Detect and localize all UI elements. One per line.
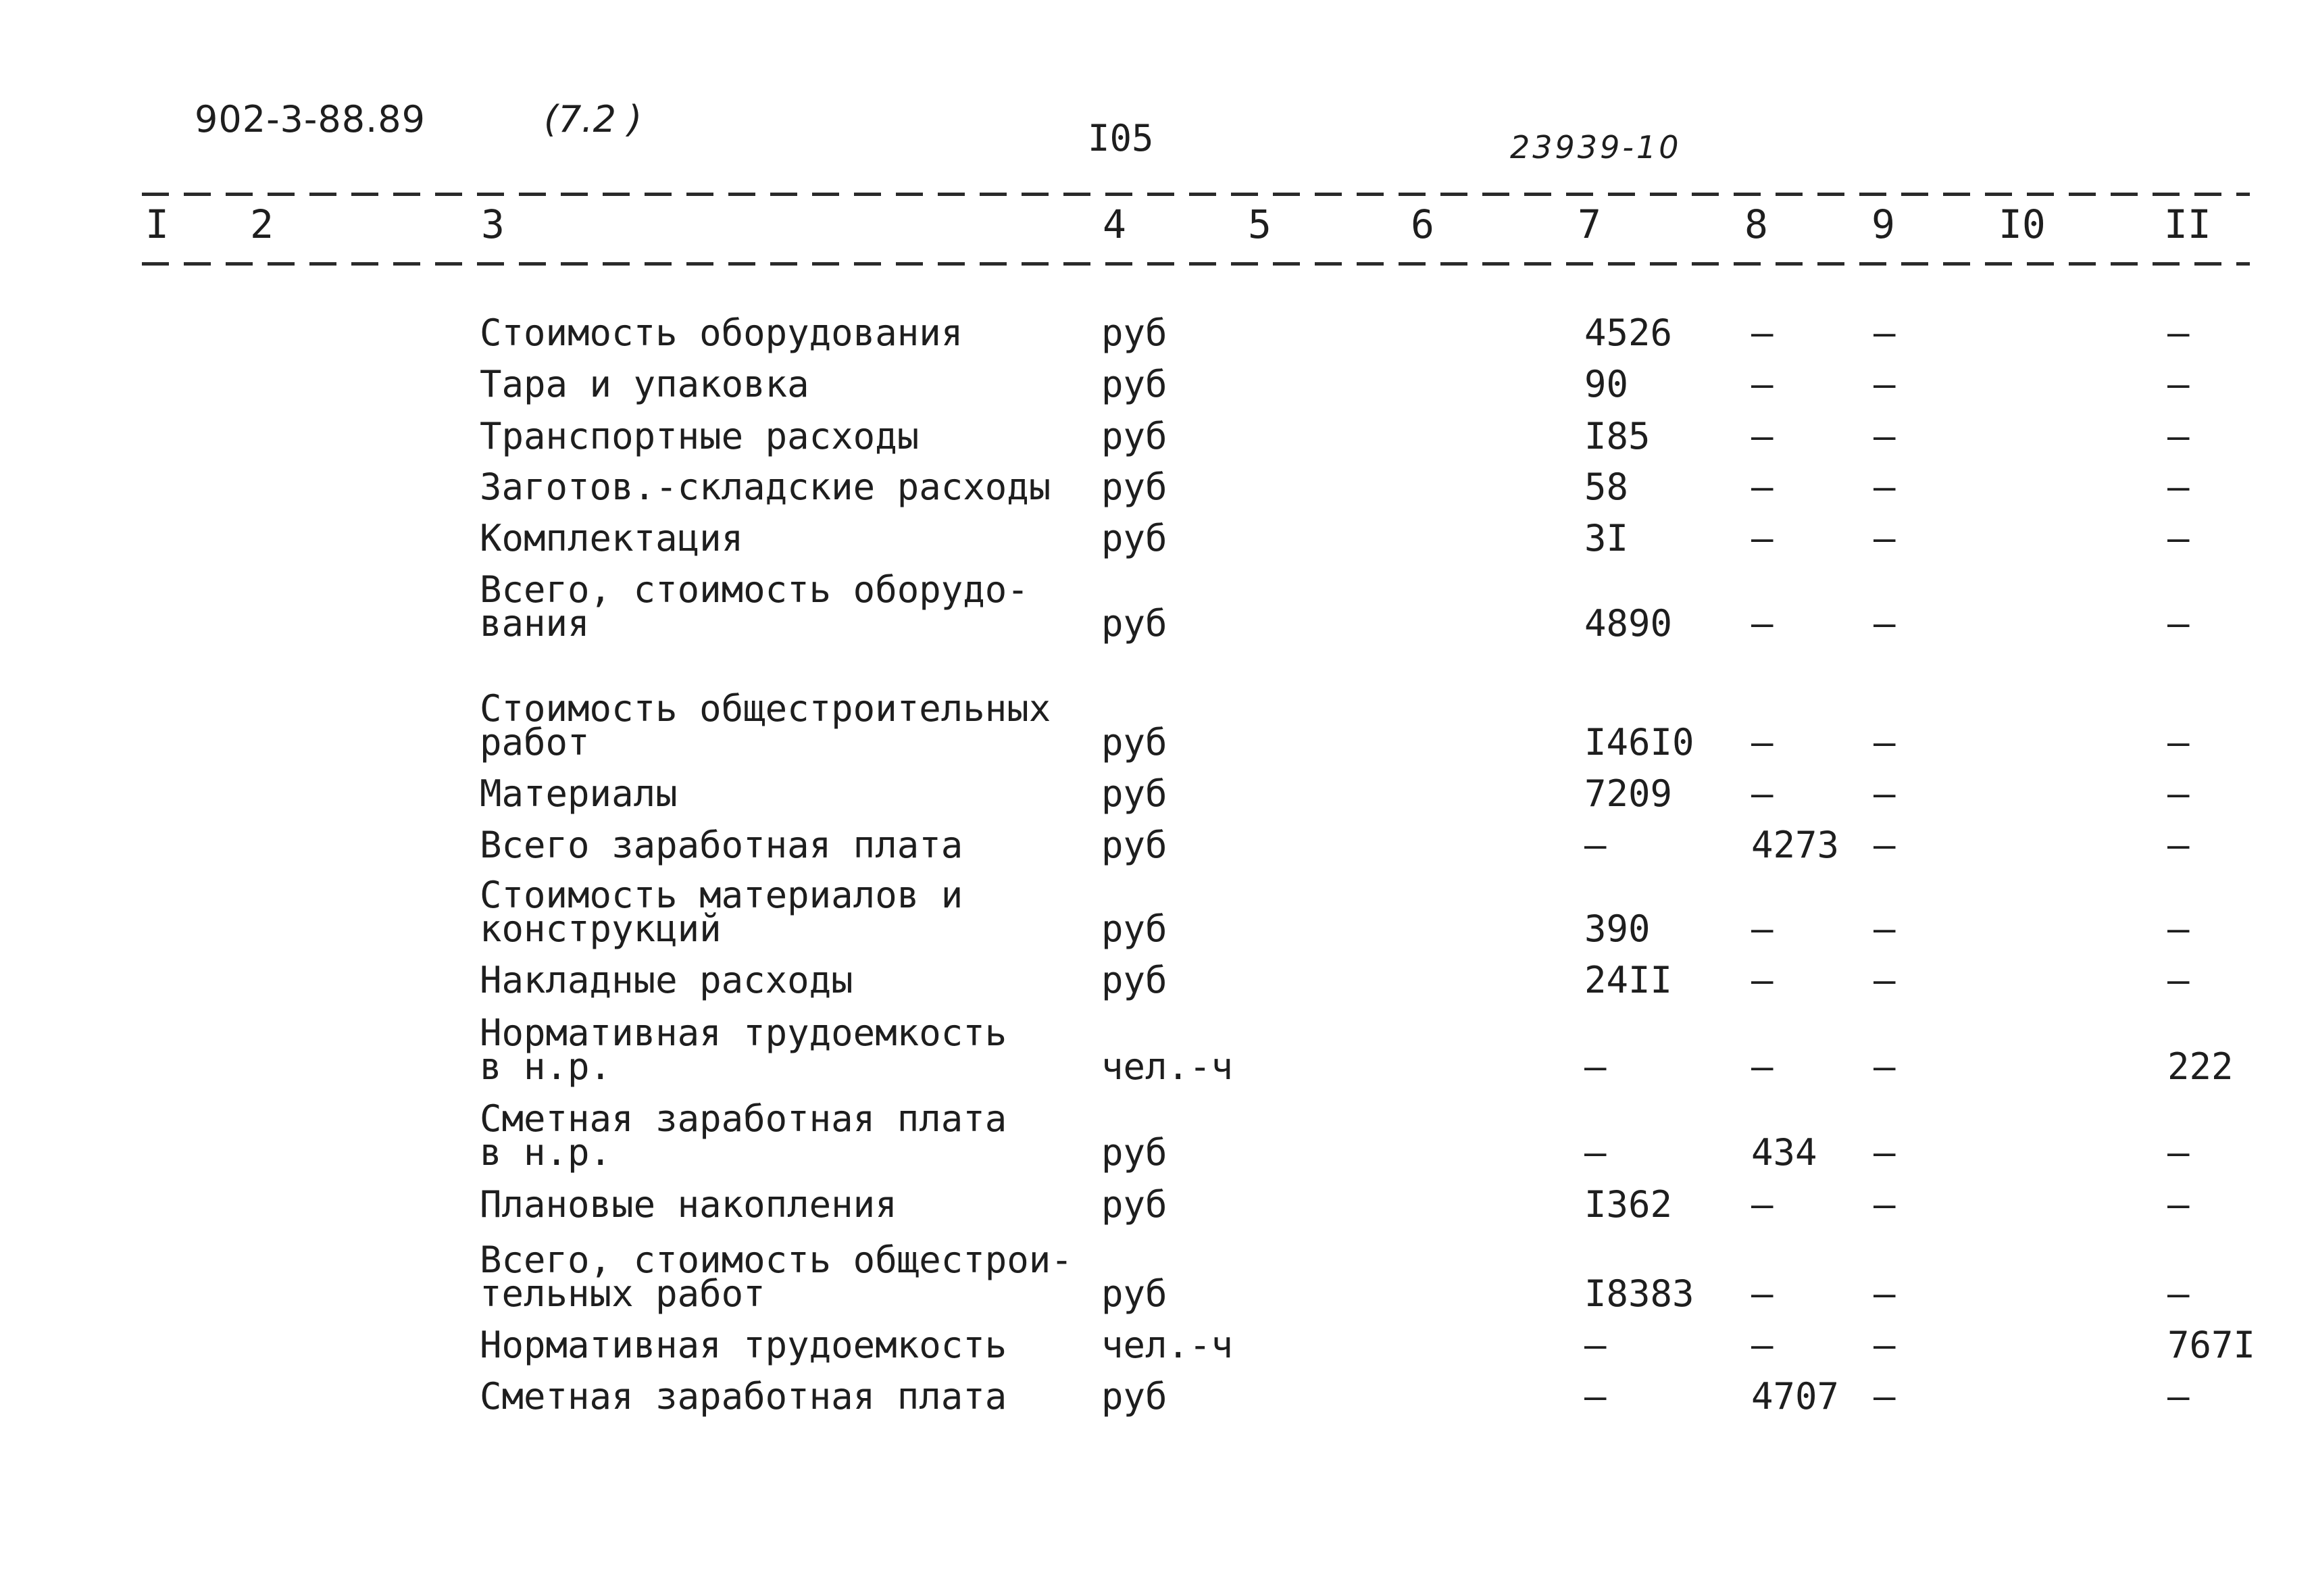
column-7-value: 24II [1584, 959, 1673, 1001]
column-8-value: – [1751, 311, 1774, 354]
sheet-reference: (7.2 ) [544, 98, 643, 141]
item-name: Всего, стоимость общестрои- тельных работ [480, 1239, 1073, 1315]
column-9-value: – [1873, 363, 1896, 405]
item-name: Сметная заработная плата [480, 1375, 1007, 1418]
column-11-value: – [2167, 824, 2190, 866]
unit-cell: руб [1101, 1131, 1167, 1174]
item-name: Тара и упаковка [480, 363, 809, 405]
column-11-value: – [2167, 1375, 2190, 1418]
unit-cell: руб [1101, 1183, 1167, 1226]
column-number-11: II [2164, 201, 2211, 247]
unit-cell: чел.-ч [1101, 1045, 1234, 1088]
table-row [0, 464, 2314, 508]
column-number-2: 2 [250, 201, 274, 247]
item-name: Всего, стоимость оборудо- вания [480, 568, 1029, 645]
column-7-value: – [1584, 824, 1607, 866]
column-11-value: – [2167, 1131, 2190, 1174]
column-7-value: I85 [1584, 415, 1651, 457]
column-9-value: – [1873, 1131, 1896, 1174]
item-name: Всего заработная плата [480, 824, 963, 866]
column-9-value: – [1873, 1183, 1896, 1226]
column-7-value: – [1584, 1324, 1607, 1366]
column-number-3: 3 [481, 201, 505, 247]
column-7-value: 58 [1584, 466, 1629, 508]
table-row [0, 413, 2314, 457]
column-9-value: – [1873, 415, 1896, 457]
column-number-4: 4 [1103, 201, 1126, 247]
unit-cell: руб [1101, 415, 1167, 457]
unit-cell: руб [1101, 311, 1167, 354]
unit-cell: руб [1101, 466, 1167, 508]
unit-cell: руб [1101, 1272, 1167, 1315]
table-row [0, 515, 2314, 559]
column-7-value: I8383 [1584, 1272, 1694, 1315]
item-name: Стоимость общестроительных работ [480, 687, 1051, 764]
column-11-value: – [2167, 602, 2190, 645]
column-8-value: – [1751, 772, 1774, 815]
unit-cell: руб [1101, 602, 1167, 645]
column-8-value: – [1751, 363, 1774, 405]
column-7-value: 4526 [1584, 311, 1673, 354]
column-8-value: – [1751, 721, 1774, 764]
item-name: Комплектация [480, 517, 744, 559]
item-name: Стоимость оборудования [480, 311, 963, 354]
column-number-6: 6 [1411, 201, 1434, 247]
item-name: Сметная заработная плата в н.р. [480, 1097, 1007, 1174]
column-9-value: – [1873, 824, 1896, 866]
page-number: I05 [1088, 117, 1154, 159]
column-8-value: – [1751, 415, 1774, 457]
column-9-value: – [1873, 517, 1896, 559]
item-name: Транспортные расходы [480, 415, 920, 457]
column-9-value: – [1873, 1045, 1896, 1088]
column-8-value: – [1751, 959, 1774, 1001]
column-11-value: 767I [2167, 1324, 2256, 1366]
table-row [0, 687, 2314, 764]
item-name: Накладные расходы [480, 959, 853, 1001]
table-row [0, 1322, 2314, 1366]
unit-cell: руб [1101, 959, 1167, 1001]
column-9-value: – [1873, 311, 1896, 354]
column-number-5: 5 [1248, 201, 1272, 247]
column-8-value: 4273 [1751, 824, 1840, 866]
item-name: Материалы [480, 772, 678, 815]
unit-cell: руб [1101, 721, 1167, 764]
column-9-value: – [1873, 772, 1896, 815]
table-row [0, 822, 2314, 866]
column-7-value: 7209 [1584, 772, 1673, 815]
column-11-value: – [2167, 311, 2190, 354]
document-code: 902-3-88.89 [195, 98, 426, 141]
column-7-value: I46I0 [1584, 721, 1694, 764]
column-7-value: 4890 [1584, 602, 1673, 645]
column-11-value: – [2167, 959, 2190, 1001]
column-8-value: 434 [1751, 1131, 1817, 1174]
column-11-value: – [2167, 415, 2190, 457]
unit-cell: руб [1101, 363, 1167, 405]
archive-number: 23939-10 [1510, 129, 1682, 166]
table-row [0, 1373, 2314, 1418]
column-number-7: 7 [1578, 201, 1601, 247]
table-row [0, 568, 2314, 645]
column-11-value: – [2167, 721, 2190, 764]
column-9-value: – [1873, 907, 1896, 950]
unit-cell: руб [1101, 824, 1167, 866]
table-row [0, 957, 2314, 1001]
column-9-value: – [1873, 959, 1896, 1001]
item-name: Стоимость материалов и конструкций [480, 874, 963, 950]
column-number-9: 9 [1871, 201, 1895, 247]
column-7-value: – [1584, 1375, 1607, 1418]
table-row [0, 1012, 2314, 1088]
column-8-value: – [1751, 1045, 1774, 1088]
table-row [0, 770, 2314, 815]
column-number-10: I0 [1998, 201, 2046, 247]
column-8-value: – [1751, 602, 1774, 645]
column-8-value: – [1751, 907, 1774, 950]
column-8-value: – [1751, 1324, 1774, 1366]
column-9-value: – [1873, 602, 1896, 645]
column-11-value: – [2167, 517, 2190, 559]
unit-cell: руб [1101, 1375, 1167, 1418]
column-8-value: – [1751, 517, 1774, 559]
unit-cell: руб [1101, 772, 1167, 815]
table-row [0, 1181, 2314, 1226]
column-number-8: 8 [1744, 201, 1768, 247]
table-row [0, 874, 2314, 950]
item-name: Нормативная трудоемкость [480, 1324, 1007, 1366]
column-9-value: – [1873, 1375, 1896, 1418]
table-row [0, 1097, 2314, 1174]
column-7-value: 3I [1584, 517, 1629, 559]
column-7-value: 90 [1584, 363, 1629, 405]
column-11-value: – [2167, 907, 2190, 950]
table-row [0, 1239, 2314, 1315]
column-11-value: – [2167, 1183, 2190, 1226]
column-9-value: – [1873, 466, 1896, 508]
column-9-value: – [1873, 1324, 1896, 1366]
column-9-value: – [1873, 721, 1896, 764]
column-8-value: – [1751, 1272, 1774, 1315]
unit-cell: руб [1101, 907, 1167, 950]
column-number-1: I [145, 201, 169, 247]
column-7-value: – [1584, 1131, 1607, 1174]
column-11-value: – [2167, 772, 2190, 815]
column-8-value: – [1751, 1183, 1774, 1226]
column-7-value: I362 [1584, 1183, 1673, 1226]
column-11-value: – [2167, 363, 2190, 405]
column-11-value: – [2167, 466, 2190, 508]
item-name: Заготов.-складские расходы [480, 466, 1051, 508]
item-name: Нормативная трудоемкость в н.р. [480, 1012, 1007, 1088]
unit-cell: руб [1101, 517, 1167, 559]
table-row [0, 361, 2314, 405]
column-11-value: 222 [2167, 1045, 2234, 1088]
column-8-value: – [1751, 466, 1774, 508]
table-row [0, 309, 2314, 354]
unit-cell: чел.-ч [1101, 1324, 1234, 1366]
column-11-value: – [2167, 1272, 2190, 1315]
column-7-value: – [1584, 1045, 1607, 1088]
column-8-value: 4707 [1751, 1375, 1840, 1418]
column-7-value: 390 [1584, 907, 1651, 950]
item-name: Плановые накопления [480, 1183, 897, 1226]
column-9-value: – [1873, 1272, 1896, 1315]
